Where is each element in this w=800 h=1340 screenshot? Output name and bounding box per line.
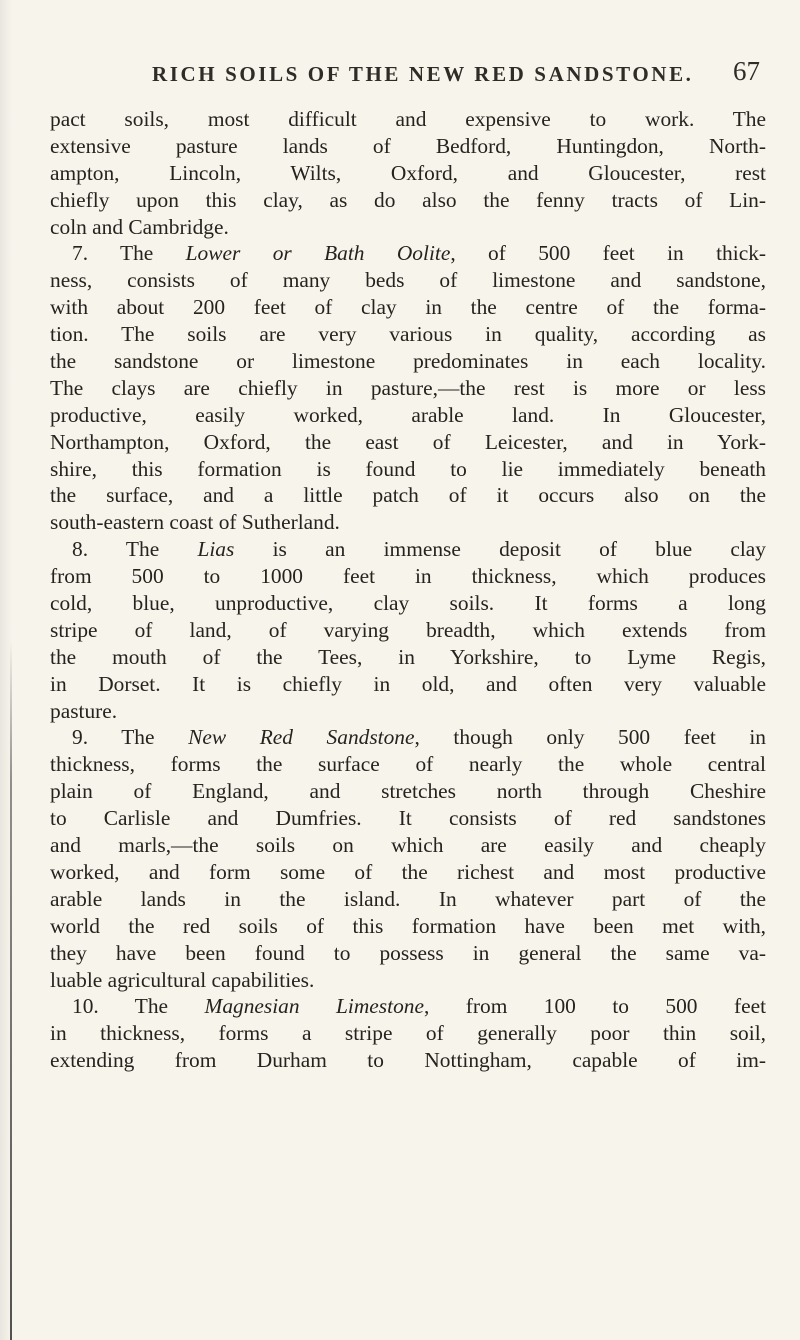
paragraph-7-line: [50, 240, 766, 267]
text-line: plain of England, and stretches north through Cheshire: [50, 779, 766, 804]
text-line: thickness, forms the surface of nearly the whole central: [50, 752, 766, 777]
running-title: RICH SOILS OF THE NEW RED SANDSTONE.: [152, 62, 694, 86]
text-line: extending from Durham to Nottingham, capable of im-: [50, 1048, 766, 1073]
paragraph-8-line: [50, 536, 766, 563]
text-line: Northampton, Oxford, the east of Leicester, and in York-: [50, 429, 766, 454]
text-line: extensive pasture lands of Bedford, Huntingdon, North-: [50, 133, 766, 158]
text-line: cold, blue, unproductive, clay soils. It forms a long: [50, 591, 766, 616]
text-line: The clays are chiefly in pasture,—the rest is more or less: [50, 375, 766, 400]
text-line: to Carlisle and Dumfries. It consists of red sandstones: [50, 806, 766, 831]
text-line: the sandstone or limestone predominates in each locality.: [50, 349, 766, 374]
text-line: south-eastern coast of Sutherland.: [50, 510, 340, 535]
paragraph-lead: 10. The: [72, 994, 205, 1019]
text-line: ampton, Lincoln, Wilts, Oxford, and Gloucester, rest: [50, 160, 766, 185]
paragraph-lead: 9. The: [72, 725, 189, 750]
text-line: in Dorset. It is chiefly in old, and often very valuable: [50, 671, 766, 696]
paragraph-lead: 7. The: [72, 241, 186, 266]
text-line: and marls,—the soils on which are easily and cheaply: [50, 833, 766, 858]
paragraph-10-line: [50, 993, 766, 1020]
text-line: ness, consists of many beds of limestone and sandstone,: [50, 268, 766, 293]
formation-name: Lower or Bath Oolite: [185, 241, 451, 266]
formation-name: Lias: [197, 537, 235, 562]
text-line: tion. The soils are very various in quality, according as: [50, 322, 766, 347]
text-line: productive, easily worked, arable land. In Gloucester,: [50, 402, 766, 427]
text-line: the surface, and a little patch of it occurs also on the: [50, 483, 766, 508]
formation-name: Magnesian Limestone: [204, 994, 424, 1019]
text-line: worked, and form some of the richest and most productive: [50, 859, 766, 884]
text-line: arable lands in the island. In whatever part of the: [50, 886, 766, 911]
text-line: world the red soils of this formation have been met with,: [50, 913, 766, 938]
text-line: in thickness, forms a stripe of generally poor thin soil,: [50, 1021, 766, 1046]
text-line: coln and Cambridge.: [50, 214, 229, 239]
binding-edge: [10, 640, 12, 1340]
text-line: the mouth of the Tees, in Yorkshire, to Lyme Regis,: [50, 644, 766, 669]
text-line: chiefly upon this clay, as do also the fenny tracts of Lin-: [50, 187, 766, 212]
paragraph-9-line: [50, 724, 766, 751]
text-line: they have been found to possess in general the same va-: [50, 940, 766, 965]
text-line: stripe of land, of varying breadth, which extends from: [50, 617, 766, 642]
running-head: [0, 56, 800, 92]
paragraph-lead: 8. The: [72, 537, 198, 562]
text-line: shire, this formation is found to lie immediately beneath: [50, 456, 766, 481]
line-remainder: , from 100 to 500 feet: [423, 994, 766, 1019]
formation-name: New Red Sandstone: [188, 725, 415, 750]
line-remainder: is an immense deposit of blue clay: [234, 537, 766, 562]
text-line: from 500 to 1000 feet in thickness, which produces: [50, 564, 766, 589]
body-text: [50, 106, 766, 1074]
line-remainder: , though only 500 feet in: [414, 725, 766, 750]
text-line: with about 200 feet of clay in the centre of the forma-: [50, 295, 766, 320]
text-line: luable agricultural capabilities.: [50, 967, 315, 992]
text-line: pact soils, most difficult and expensive to work. The: [50, 107, 766, 131]
line-remainder: , of 500 feet in thick-: [450, 241, 766, 266]
text-line: pasture.: [50, 698, 118, 723]
page-number: 67: [733, 56, 760, 86]
